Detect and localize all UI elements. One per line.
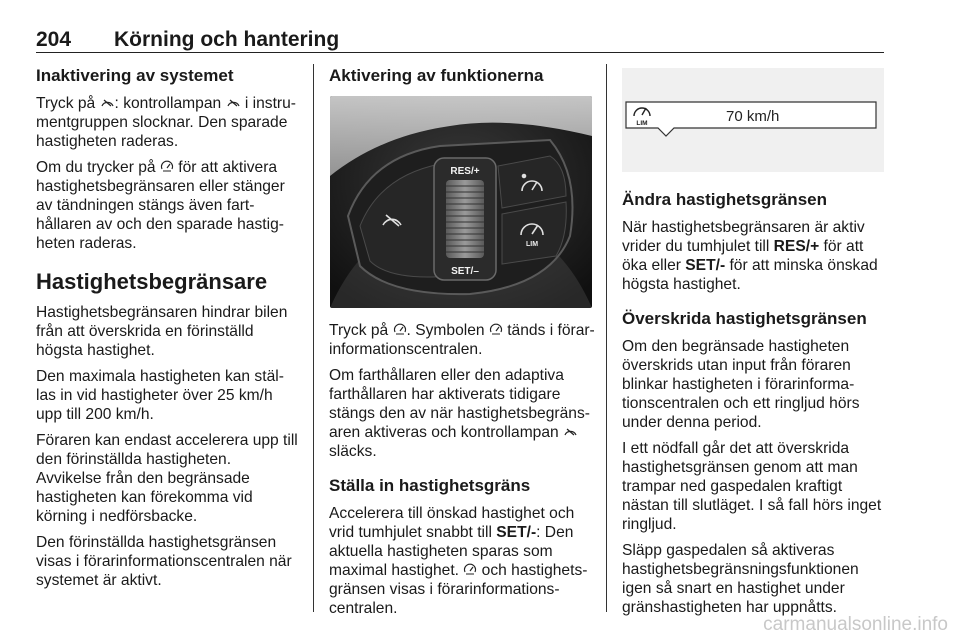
- set-minus-label: SET/–: [451, 266, 479, 277]
- res-plus-label: RES/+: [450, 166, 480, 177]
- display-speed-value: 70 km/h: [726, 108, 780, 125]
- column-3: [622, 190, 892, 624]
- paragraph-inactivation-1: Tryck på : kontrollampan i instru-mentgruppen slocknar. Den sparade hastigheten raderas.: [36, 95, 296, 150]
- cruise-off-icon: [100, 94, 115, 113]
- heading-activation: Aktivering av funktionerna: [329, 66, 544, 85]
- cruise-indicator-icon: [226, 94, 241, 113]
- heading-set-limit: Ställa in hastighetsgräns: [329, 476, 531, 495]
- paragraph-limiter-1: Hastighetsbegränsaren hindrar bilen från att överskrida en förinställd högsta hastighet.: [36, 304, 288, 359]
- column-2: [329, 66, 595, 94]
- paragraph-exceed-2: I ett nödfall går det att överskrida hastighetsgränsen genom att man trampar ned gaspedalen kraftigt nästan till slutläget. I så fall hörs inget ringljud.: [622, 440, 882, 533]
- paragraph-limiter-2: Den maximala hastigheten kan stäl-las in vid hastigheter över 25 km/h upp till 200 km/h.: [36, 368, 284, 423]
- speed-limiter-icon: [160, 158, 174, 177]
- driver-info-display: [622, 68, 884, 172]
- steering-wheel-controls-photo: [330, 96, 592, 308]
- lim-label: LIM: [525, 241, 539, 248]
- column-1: [36, 66, 300, 597]
- cruise-indicator-icon: [563, 423, 578, 442]
- paragraph-exceed-1: Om den begränsade hastigheten överskrids utan input från föraren blinkar hastigheten i förarinforma-tionscentralen och ett ringljud hörs under denna period.: [622, 338, 860, 431]
- speed-limiter-icon: [489, 321, 503, 340]
- paragraph-activation-2: Om farthållaren eller den adaptiva farthållaren har aktiverats tidigare stängs den av när hastighetsbegräns-aren aktiveras och kontrollampan släcks.: [329, 367, 590, 460]
- column-2-body: [329, 321, 595, 625]
- paragraph-exceed-3: Släpp gaspedalen så aktiveras hastighetsbegränsningsfunktionen igen så snart en hastighet under gränshastigheten har uppnåtts.: [622, 542, 859, 616]
- paragraph-limiter-3: Föraren kan endast accelerera upp till den förinställda hastigheten. Avvikelse från den begränsade hastigheten kan förekomma vid körning i nedförsbacke.: [36, 432, 298, 525]
- paragraph-activation-1: Tryck på . Symbolen tänds i förar-informationscentralen.: [329, 322, 595, 358]
- page-title: Körning och hantering: [114, 28, 340, 51]
- watermark: carmanualsonline.info: [763, 614, 948, 635]
- heading-exceed-limit: Överskrida hastighetsgränsen: [622, 309, 867, 328]
- column-divider-1: [313, 64, 314, 612]
- heading-speed-limiter: Hastighetsbegränsare: [36, 269, 268, 294]
- paragraph-change-limit: När hastighetsbegränsaren är aktiv vrider du tumhjulet till RES/+ för att öka eller SET/- för att minska önskad högsta hastighet.: [622, 219, 878, 293]
- page-number: 204: [36, 28, 72, 51]
- paragraph-set-limit: Accelerera till önskad hastighet och vrid tumhjulet snabbt till SET/-: Den aktuella hastigheten sparas som maximal hastighet. och hastighets-gränsen visas i förarinformations-centralen.: [329, 505, 588, 617]
- page-header: [36, 28, 884, 53]
- paragraph-limiter-4: Den förinställda hastighetsgränsen visas i förarinformationscentralen när systemet är aktivt.: [36, 534, 292, 589]
- speed-limiter-icon: [463, 561, 477, 580]
- speed-limiter-icon: [393, 321, 407, 340]
- heading-inactivation: Inaktivering av systemet: [36, 66, 234, 85]
- display-lim-label: LIM: [636, 120, 648, 127]
- heading-change-limit: Ändra hastighetsgränsen: [622, 190, 827, 209]
- paragraph-inactivation-2: Om du trycker på för att aktivera hastighetsbegränsaren eller stänger av tändningen stängs även fart-hållaren av och den sparade hastig-heten raderas.: [36, 159, 285, 252]
- column-divider-2: [606, 64, 607, 612]
